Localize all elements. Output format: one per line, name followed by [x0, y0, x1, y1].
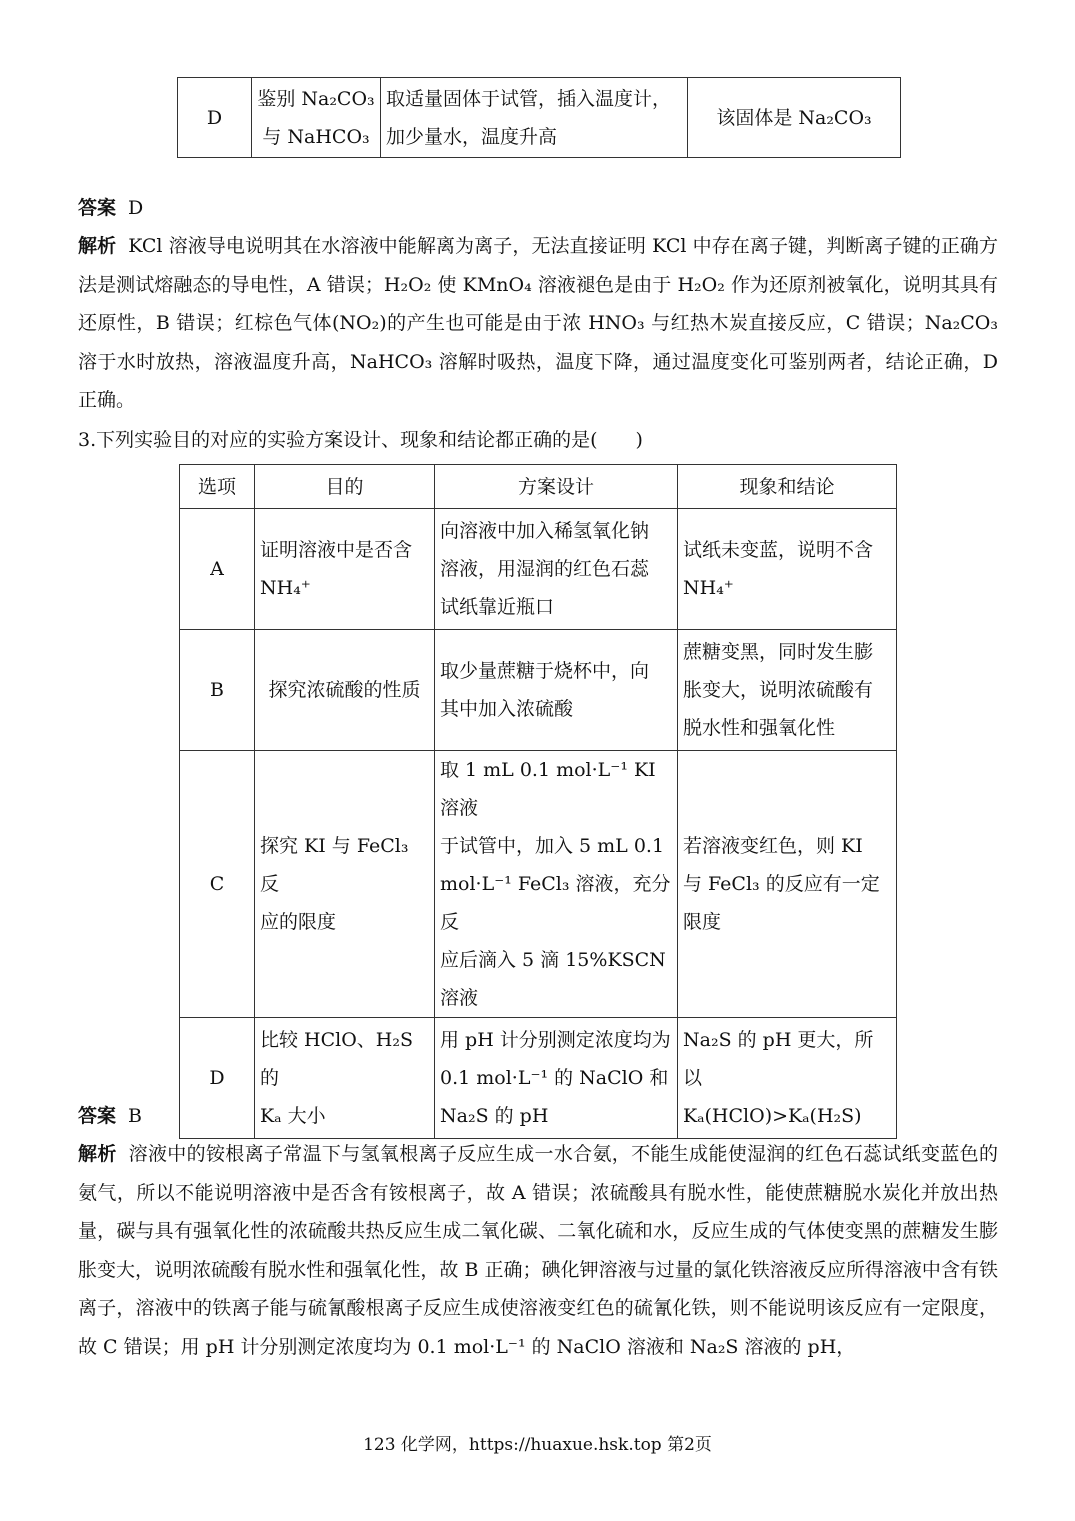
table-row [180, 1018, 897, 1139]
header-purpose: 目的 [255, 465, 435, 509]
design-cell: 用 pH 计分别测定浓度均为 0.1 mol·L⁻¹ 的 NaClO 和 Na₂S 的 pH [435, 1018, 678, 1139]
result-cell: 试纸未变蓝，说明不含 NH₄⁺ [678, 509, 897, 630]
design-cell: 取少量蔗糖于烧杯中，向 其中加入浓硫酸 [435, 630, 678, 751]
purpose-cell: 探究浓硫酸的性质 [255, 630, 435, 751]
table-row [180, 509, 897, 630]
design-cell: 取 1 mL 0.1 mol·L⁻¹ KI 溶液 于试管中，加入 5 mL 0.1 mol·L⁻¹ FeCl₃ 溶液，充分反 应后滴入 5 滴 15%KSCN 溶液 [435, 751, 678, 1018]
option-cell: D [180, 1018, 255, 1139]
purpose-cell: 鉴别 Na₂CO₃ 与 NaHCO₃ [252, 78, 381, 158]
design-cell: 取适量固体于试管，插入温度计， 加少量水，温度升高 [381, 78, 688, 158]
top-table-fragment [177, 77, 901, 158]
answer-1: 答案 D [78, 197, 144, 219]
table-row [178, 78, 901, 158]
table-row [180, 751, 897, 1018]
analysis-1: 解析 KCl 溶液导电说明其在水溶液中能解离为离子，无法直接证明 KCl 中存在离子键，判断离子键的正确方法是测试熔融态的导电性，A 错误；H₂O₂ 使 KMnO₄ 溶液褪色是由于 H₂O₂ 作为还原剂被氧化，说明其具有还原性，B 错误；红棕色气体(NO₂)的产生也可能是由于浓 HNO₃ 与红热木炭直接反应，C 错误；Na₂CO₃ 溶于水时放热，溶液温度升高，NaHCO₃ 溶解时吸热，温度下降，通过温度变化可鉴别两者，结论正确，D 正确。 [78, 235, 998, 412]
option-cell: C [180, 751, 255, 1018]
option-cell: A [180, 509, 255, 630]
design-cell: 向溶液中加入稀氢氧化钠 溶液，用湿润的红色石蕊 试纸靠近瓶口 [435, 509, 678, 630]
header-design: 方案设计 [435, 465, 678, 509]
page-footer: 123 化学网，https://huaxue.hsk.top 第2页 [363, 1435, 712, 1455]
table-row [180, 630, 897, 751]
analysis-2: 解析 溶液中的铵根离子常温下与氢氧根离子反应生成一水合氨，不能生成能使湿润的红色石蕊试纸变蓝色的氨气，所以不能说明溶液中是否含有铵根离子，故 A 错误；浓硫酸具有脱水性，能使蔗糖脱水炭化并放出热量，碳与具有强氧化性的浓硫酸共热反应生成二氧化碳、二氧化硫和水，反应生成的气体使变黑的蔗糖发生膨胀变大，说明浓硫酸有脱水性和强氧化性，故 B 正确；碘化钾溶液与过量的氯化铁溶液反应所得溶液中含有铁离子，溶液中的铁离子能与硫氰酸根离子反应生成使溶液变红色的硫氰化铁，则不能说明该反应有一定限度，故 C 错误；用 pH 计分别测定浓度均为 0.1 mol·L⁻¹ 的 NaClO 溶液和 Na₂S 溶液的 pH， [78, 1143, 998, 1358]
result-cell: 蔗糖变黑，同时发生膨 胀变大，说明浓硫酸有 脱水性和强氧化性 [678, 630, 897, 751]
purpose-cell: 探究 KI 与 FeCl₃ 反 应的限度 [255, 751, 435, 1018]
option-cell: D [178, 78, 252, 158]
table-header-row [180, 465, 897, 509]
purpose-cell: 证明溶液中是否含 NH₄⁺ [255, 509, 435, 630]
option-cell: B [180, 630, 255, 751]
answer-2: 答案 B [78, 1105, 142, 1127]
question-3: 3.下列实验目的对应的实验方案设计、现象和结论都正确的是( ) [78, 429, 643, 451]
header-option: 选项 [180, 465, 255, 509]
result-cell: 若溶液变红色，则 KI 与 FeCl₃ 的反应有一定 限度 [678, 751, 897, 1018]
purpose-cell: 比较 HClO、H₂S 的 Kₐ 大小 [255, 1018, 435, 1139]
result-cell: Na₂S 的 pH 更大，所以 Kₐ(HClO)>Kₐ(H₂S) [678, 1018, 897, 1139]
conclusion-cell: 该固体是 Na₂CO₃ [688, 78, 901, 158]
header-result: 现象和结论 [678, 465, 897, 509]
question-3-table [179, 464, 897, 1139]
